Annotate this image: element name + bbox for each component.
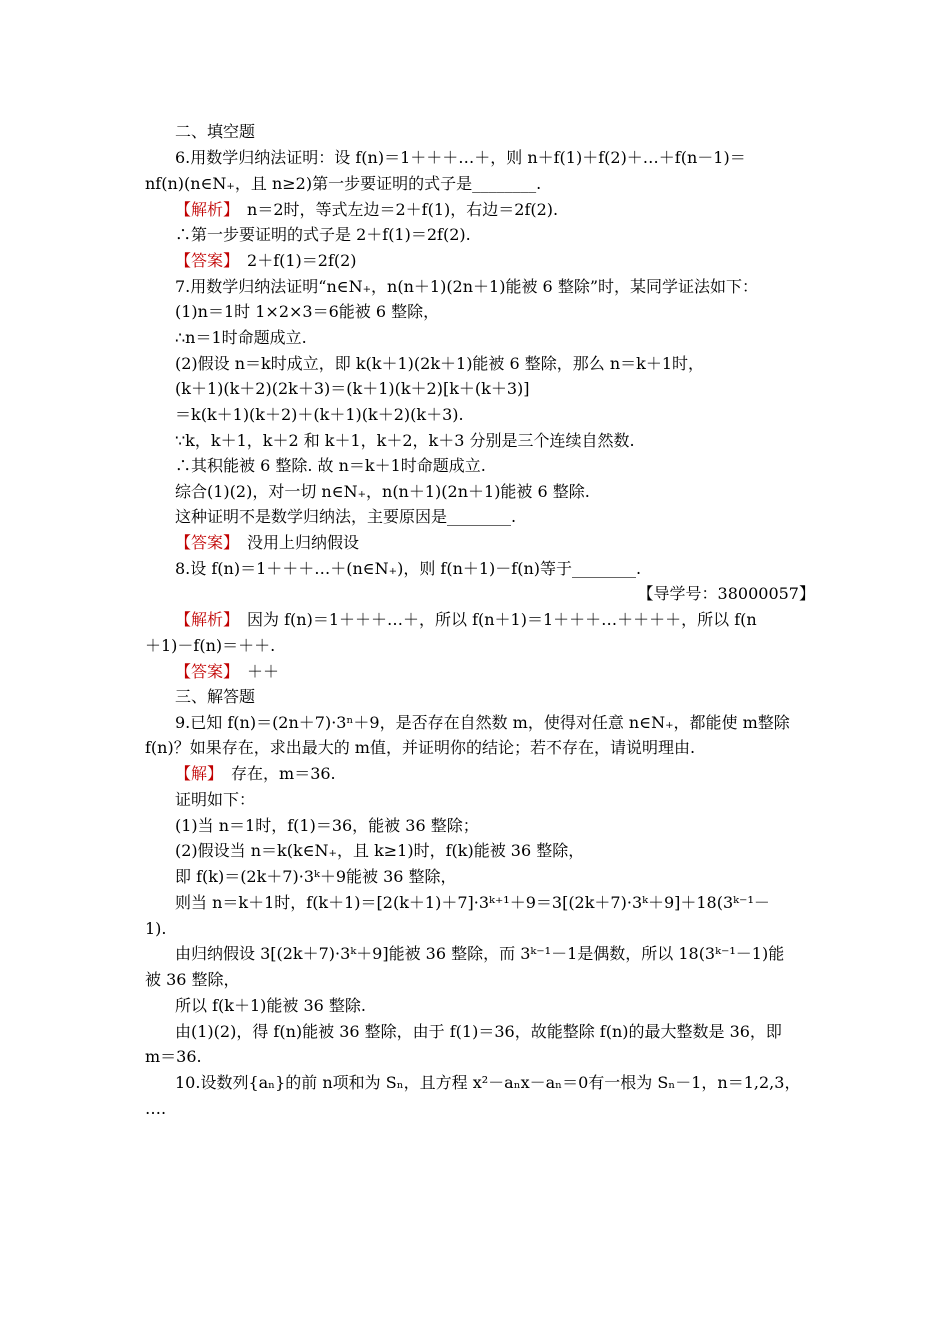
text-line <box>175 815 815 837</box>
text-line <box>175 892 815 914</box>
line-text: 7.用数学归纳法证明“n∈N₊，n(n＋1)(2n＋1)能被 6 整除”时，某同学证法如下： <box>175 277 758 296</box>
line-text: (2)假设 n＝k时成立，即 k(k＋1)(2k＋1)能被 6 整除，那么 n＝k＋1时， <box>175 354 705 373</box>
line-text: ＝k(k＋1)(k＋2)＋(k＋1)(k＋2)(k＋3). <box>175 405 464 424</box>
line-text: 【导学号：38000057】 <box>637 584 815 603</box>
line-text: m＝36. <box>145 1047 202 1066</box>
text-line <box>175 455 815 477</box>
line-text: ∵k，k＋1，k＋2 和 k＋1，k＋2，k＋3 分别是三个连续自然数. <box>175 431 635 450</box>
text-line <box>175 199 815 221</box>
line-text: 由归纳假设 3[(2k＋7)·3ᵏ＋9]能被 36 整除，而 3ᵏ⁻¹－1是偶数，所以 18(3ᵏ⁻¹－1)能 <box>175 944 785 963</box>
text-line <box>175 353 815 375</box>
line-text: 由(1)(2)，得 f(n)能被 36 整除，由于 f(1)＝36，故能整除 f(n)的最大整数是 36，即 <box>175 1022 782 1041</box>
text-line <box>145 173 815 195</box>
text-line <box>145 1098 815 1120</box>
text-line <box>145 969 815 991</box>
text-line <box>175 558 815 580</box>
label-tag: 【答案】 <box>175 533 232 552</box>
line-text: 综合(1)(2)，对一切 n∈N₊，n(n＋1)(2n＋1)能被 6 整除. <box>175 482 590 501</box>
line-text: 8.设 f(n)＝1＋＋＋…＋(n∈N₊)，则 f(n＋1)－f(n)等于________. <box>175 559 642 578</box>
text-line <box>175 224 815 246</box>
line-text: 2＋f(1)＝2f(2) <box>231 251 357 270</box>
line-text: 没用上归纳假设 <box>231 533 360 552</box>
text-line <box>175 404 815 426</box>
text-line <box>175 1021 815 1043</box>
line-text: (1)当 n＝1时，f(1)＝36，能被 36 整除； <box>175 816 479 835</box>
text-line <box>175 661 815 683</box>
line-text: ∴其积能被 6 整除. 故 n＝k＋1时命题成立. <box>175 456 486 475</box>
text-line <box>145 1046 815 1068</box>
line-text: 证明如下： <box>175 790 256 809</box>
line-text: 所以 f(k＋1)能被 36 整除. <box>175 996 366 1015</box>
line-text: ＋1)－f(n)＝＋＋. <box>145 636 276 655</box>
line-text: (k＋1)(k＋2)(2k＋3)＝(k＋1)(k＋2)[k＋(k＋3)] <box>175 379 530 398</box>
text-line <box>175 840 815 862</box>
text-line <box>175 147 815 169</box>
line-text: 即 f(k)＝(2k＋7)·3ᵏ＋9能被 36 整除， <box>175 867 457 886</box>
text-line <box>175 276 815 298</box>
line-text: 6.用数学归纳法证明：设 f(n)＝1＋＋＋…＋，则 n＋f(1)＋f(2)＋…＋f(n－1)＝ <box>175 148 746 167</box>
text-line <box>145 737 815 759</box>
line-text: 10.设数列{aₙ}的前 n项和为 Sₙ，且方程 x²－aₙx－aₙ＝0有一根为 Sₙ－1，n＝1,2,3， <box>175 1073 801 1092</box>
text-line <box>145 918 815 940</box>
line-text: ∴第一步要证明的式子是 2＋f(1)＝2f(2). <box>175 225 471 244</box>
line-text: (2)假设当 n＝k(k∈N₊，且 k≥1)时，f(k)能被 36 整除， <box>175 841 585 860</box>
line-text: 三、解答题 <box>175 687 256 706</box>
line-text: 被 36 整除， <box>145 970 240 989</box>
text-line <box>175 995 815 1017</box>
text-line <box>175 866 815 888</box>
line-text: 二、填空题 <box>175 122 256 141</box>
text-line <box>175 686 815 708</box>
text-line <box>175 250 815 272</box>
text-line <box>175 301 815 323</box>
line-text: n＝2时，等式左边＝2＋f(1)，右边＝2f(2). <box>231 200 559 219</box>
line-text: 则当 n＝k＋1时，f(k＋1)＝[2(k＋1)＋7]·3ᵏ⁺¹＋9＝3[(2k＋7)·3ᵏ＋9]＋18(3ᵏ⁻¹－ <box>175 893 770 912</box>
text-line <box>175 430 815 452</box>
label-tag: 【解】 <box>175 764 216 783</box>
label-tag: 【答案】 <box>175 251 232 270</box>
text-line <box>175 943 815 965</box>
text-line <box>175 327 815 349</box>
line-text: 9.已知 f(n)＝(2n＋7)·3ⁿ＋9，是否存在自然数 m，使得对任意 n∈N₊，都能使 m整除 <box>175 713 790 732</box>
text-line <box>175 378 815 400</box>
text-line <box>175 481 815 503</box>
line-text: nf(n)(n∈N₊，且 n≥2)第一步要证明的式子是________. <box>145 174 542 193</box>
text-line <box>175 532 815 554</box>
text-line <box>175 763 815 785</box>
label-tag: 【解析】 <box>175 610 232 629</box>
text-line <box>175 609 815 631</box>
line-text: 存在，m＝36. <box>215 764 336 783</box>
text-line <box>145 583 815 605</box>
label-tag: 【答案】 <box>175 662 232 681</box>
label-tag: 【解析】 <box>175 200 232 219</box>
line-text: ∴n＝1时命题成立. <box>175 328 307 347</box>
text-line <box>175 506 815 528</box>
line-text: …. <box>145 1099 167 1118</box>
text-line <box>175 789 815 811</box>
line-text: 1). <box>145 919 167 938</box>
text-line <box>175 712 815 734</box>
text-line <box>175 121 815 143</box>
line-text: ＋＋ <box>231 662 280 681</box>
line-text: f(n)？如果存在，求出最大的 m值，并证明你的结论；若不存在，请说明理由. <box>145 738 696 757</box>
text-line <box>145 635 815 657</box>
text-line <box>175 1072 815 1094</box>
line-text: 这种证明不是数学归纳法，主要原因是________. <box>175 507 517 526</box>
line-text: (1)n＝1时 1×2×3＝6能被 6 整除， <box>175 302 440 321</box>
line-text: 因为 f(n)＝1＋＋＋…＋，所以 f(n＋1)＝1＋＋＋…＋＋＋＋，所以 f(n <box>231 610 757 629</box>
